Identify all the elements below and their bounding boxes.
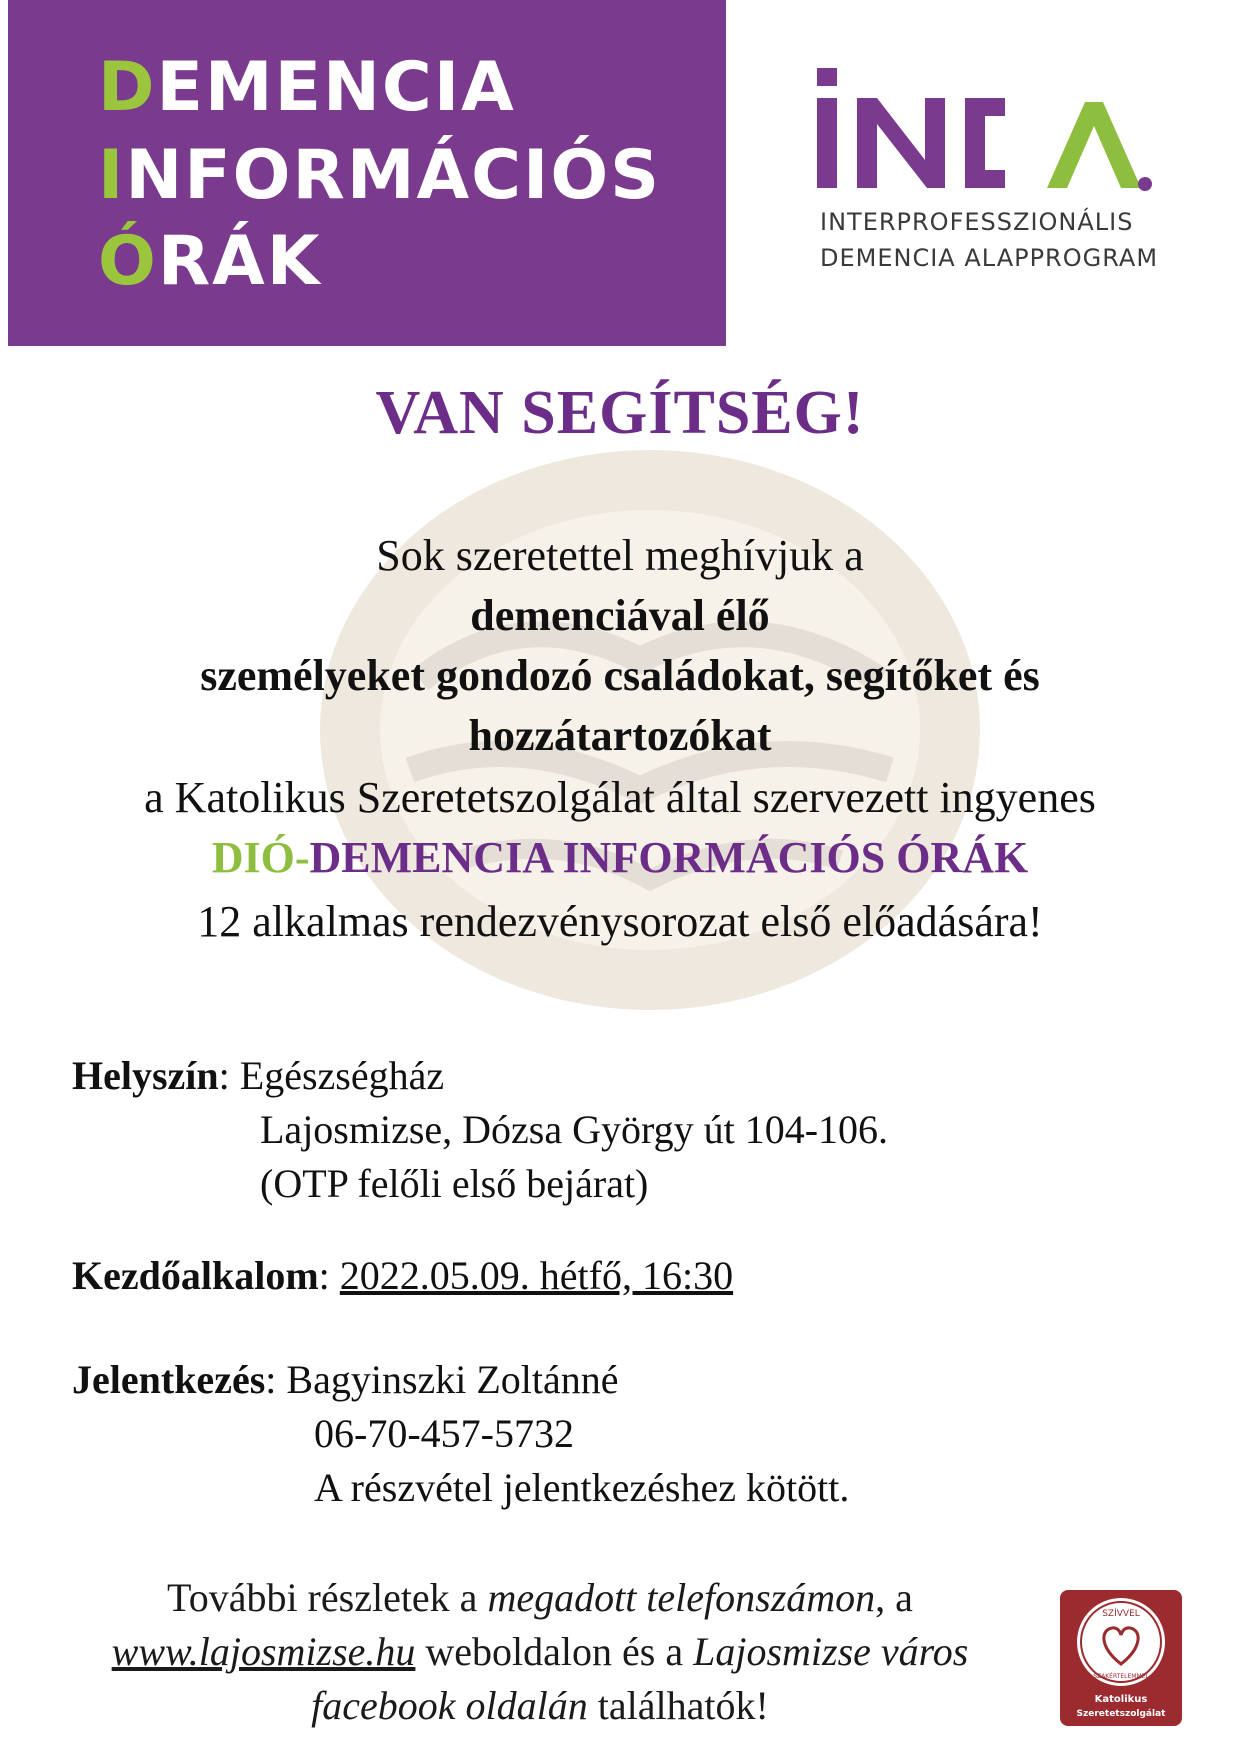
banner-initial-i: I: [98, 136, 126, 215]
registration-name: Bagyinszki Zoltánné: [286, 1357, 619, 1402]
banner-line-3: [98, 222, 322, 301]
svg-text:SZAKÉRTELEMMEL: SZAKÉRTELEMMEL: [1093, 1673, 1149, 1680]
footer-line-1: [40, 1574, 1040, 1621]
footer-facebook-ref: facebook oldalán: [311, 1683, 588, 1728]
banner-initial-o: Ó: [98, 222, 158, 301]
registration-label: Jelentkezés: [72, 1357, 266, 1402]
registration-phone: 06-70-457-5732: [314, 1411, 574, 1456]
banner-word-informacios: NFORMÁCIÓS: [125, 136, 662, 215]
banner-word-demencia: EMENCIA: [156, 48, 516, 127]
website-link[interactable]: www.lajosmizse.hu: [111, 1629, 416, 1674]
svg-text:Szeretetszolgálat: Szeretetszolgálat: [1076, 1709, 1166, 1719]
footer-city-ref: Lajosmizse város: [693, 1629, 969, 1674]
start-value: 2022.05.09. hétfő, 16:30: [339, 1253, 734, 1298]
inda-subtitle-line-2: DEMENCIA ALAPPROGRAM: [820, 244, 1159, 272]
invitation-line-2: demenciával élő: [470, 591, 770, 640]
inda-subtitle-line-1: INTERPROFESSZIONÁLIS: [820, 208, 1134, 236]
invitation-line-1: Sok szeretettel meghívjuk a: [376, 531, 864, 580]
invitation-line-4: hozzátartozókat: [468, 711, 772, 760]
invitation-line-3: személyeket gondozó családokat, segítőket és: [200, 651, 1040, 700]
katolikus-szeretetszolgalat-seal: [1060, 1590, 1182, 1726]
registration-row: Jelentkezés: Bagyinszki Zoltánné: [72, 1357, 619, 1402]
footer-line-2: [40, 1628, 1040, 1675]
event-title-dio: DIÓ-: [211, 833, 310, 882]
start-row: Kezdőalkalom: 2022.05.09. hétfő, 16:30: [72, 1253, 734, 1298]
svg-text:Katolikus: Katolikus: [1094, 1694, 1148, 1705]
banner-word-orak: RÁK: [157, 222, 322, 301]
event-title-main: DEMENCIA INFORMÁCIÓS ÓRÁK: [309, 833, 1029, 882]
registration-note: A részvétel jelentkezéshez kötött.: [314, 1465, 850, 1510]
location-line-3: (OTP felőli első bejárat): [260, 1161, 649, 1206]
location-line-2: Lajosmizse, Dózsa György út 104-106.: [260, 1107, 889, 1152]
footer-text-4: találhatók!: [587, 1683, 769, 1728]
banner-line-2: [98, 136, 661, 215]
location-row: Helyszín: Egészségház: [72, 1053, 445, 1098]
start-label: Kezdőalkalom: [72, 1253, 319, 1298]
footer-text-2: , a: [875, 1575, 913, 1620]
headline: VAN SEGÍTSÉG!: [375, 379, 865, 447]
footer-text-3: weboldalon és a: [415, 1629, 694, 1674]
location-label: Helyszín: [72, 1053, 219, 1098]
footer-text-1: További részletek a: [167, 1575, 488, 1620]
invitation-line-5: a Katolikus Szeretetszolgálat által szervezett ingyenes: [144, 773, 1096, 822]
footer-phone-ref: megadott telefonszámon: [487, 1575, 876, 1620]
svg-text:SZÍVVEL: SZÍVVEL: [1102, 1609, 1140, 1619]
banner-logo: [8, 0, 726, 346]
event-title: [0, 832, 1240, 883]
banner-initial-d: D: [98, 48, 157, 127]
invitation-line-7: 12 alkalmas rendezvénysorozat első előadására!: [197, 897, 1043, 946]
footer-line-3: [40, 1682, 1040, 1729]
inda-logo: [815, 60, 1175, 200]
banner-line-1: [98, 48, 516, 127]
location-line-1: Egészségház: [239, 1053, 445, 1098]
